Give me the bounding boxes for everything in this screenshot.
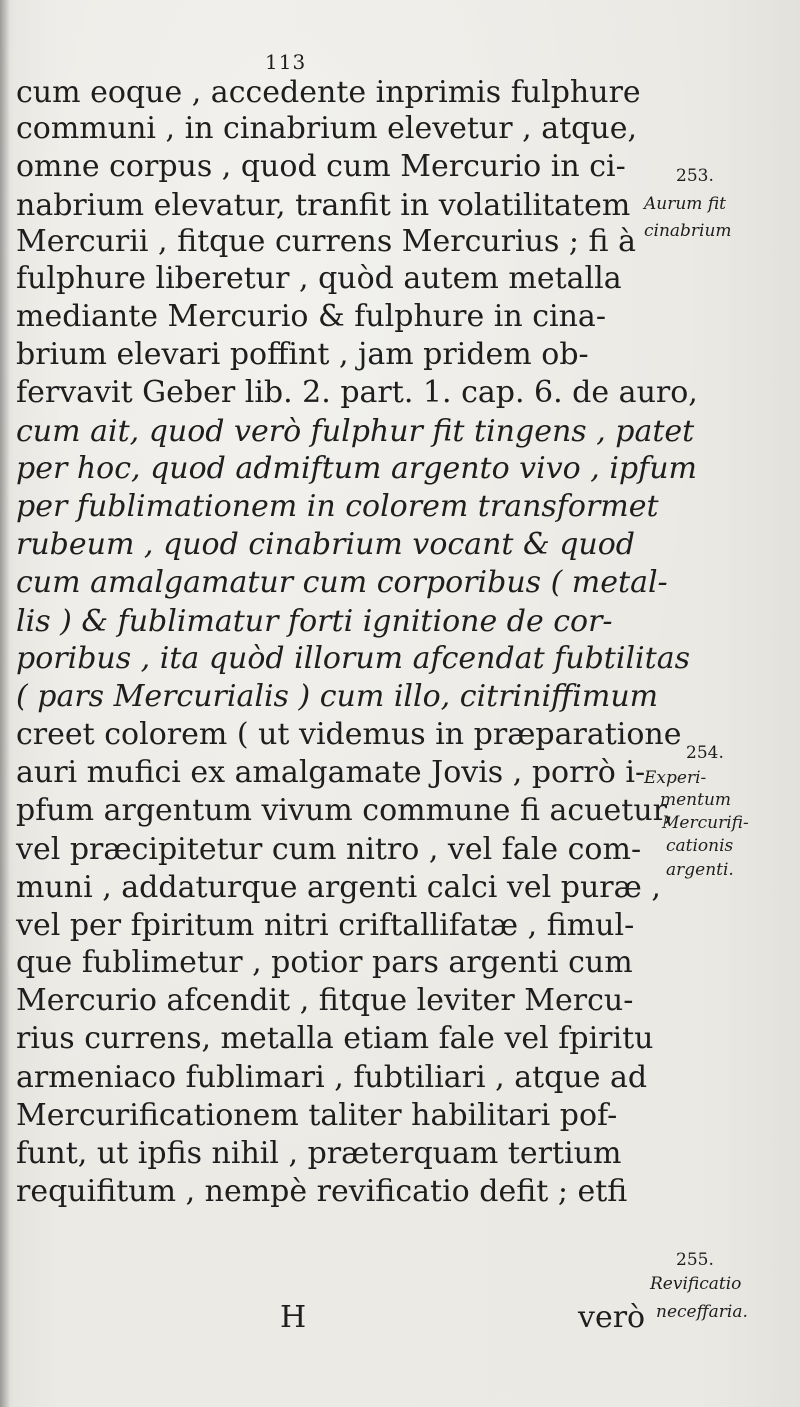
margin-note: Revificatio — [650, 1274, 742, 1294]
margin-section-number: 253. — [676, 166, 714, 186]
text-line: pfum argentum vivum commune fi acuetur, — [16, 793, 674, 828]
text-line: poribus , ita quòd illorum afcendat fubtilitas — [16, 641, 690, 676]
text-line: armeniaco fublimari , fubtiliari , atque ad — [16, 1060, 648, 1095]
text-line: fervavit Geber lib. 2. part. 1. cap. 6. de auro, — [16, 375, 698, 410]
signature-mark: H — [280, 1300, 307, 1335]
text-line: nabrium elevatur, tranfit in volatilitatem — [16, 188, 631, 223]
text-line: rius currens, metalla etiam fale vel fpiritu — [16, 1021, 654, 1056]
text-line: fulphure liberetur , quòd autem metalla — [16, 261, 622, 296]
text-line: Mercurii , fitque currens Mercurius ; fi à — [16, 224, 636, 259]
margin-note: argenti. — [666, 860, 734, 880]
text-line: vel per fpiritum nitri criftallifatæ , fimul- — [16, 908, 635, 943]
margin-section-number: 255. — [676, 1250, 714, 1270]
margin-note: mentum — [660, 790, 732, 810]
text-line: requifitum , nempè revificatio defit ; etfi — [16, 1174, 628, 1209]
text-line: ( pars Mercurialis ) cum illo, citriniffimum — [16, 679, 659, 714]
text-line: cum amalgamatur cum corporibus ( metal- — [16, 565, 668, 600]
margin-note: cationis — [666, 836, 734, 856]
text-line: per hoc, quod admiftum argento vivo , ipfum — [16, 451, 698, 486]
margin-note: Experi- — [644, 768, 707, 788]
text-line: auri mufici ex amalgamate Jovis , porrò i- — [16, 755, 646, 790]
text-line: per fublimationem in colorem transformet — [16, 489, 659, 524]
text-line: mediante Mercurio & fulphure in cina- — [16, 299, 606, 334]
margin-note: cinabrium — [644, 221, 732, 241]
text-line: funt, ut ipfis nihil , præterquam tertium — [16, 1136, 622, 1171]
text-line: lis ) & fublimatur forti ignitione de cor- — [16, 604, 613, 639]
text-line: communi , in cinabrium elevetur , atque, — [16, 111, 637, 146]
margin-section-number: 254. — [686, 743, 724, 763]
margin-note: Aurum fit — [644, 194, 726, 214]
text-line: rubeum , quod cinabrium vocant & quod — [16, 527, 636, 562]
margin-note: Mercurifi- — [662, 813, 749, 833]
text-line: vel præcipitetur cum nitro , vel fale com- — [16, 832, 642, 867]
text-line: creet colorem ( ut videmus in præparatione — [16, 717, 682, 752]
text-line: cum eoque , accedente inprimis fulphure — [16, 75, 641, 110]
text-line: brium elevari poffint , jam pridem ob- — [16, 337, 589, 372]
text-line: muni , addaturque argenti calci vel puræ , — [16, 870, 661, 905]
text-line: Mercurificationem taliter habilitari pof- — [16, 1098, 618, 1133]
gutter-shadow — [0, 0, 10, 1407]
margin-note: neceffaria. — [656, 1302, 748, 1322]
page-number: 113 — [265, 50, 307, 74]
text-line: omne corpus , quod cum Mercurio in ci- — [16, 149, 626, 184]
text-line: que fublimetur , potior pars argenti cum — [16, 945, 633, 980]
text-line: Mercurio afcendit , fitque leviter Mercu- — [16, 983, 634, 1018]
catchword: verò — [578, 1300, 646, 1335]
text-line: cum ait, quod verò fulphur fit tingens , patet — [16, 414, 695, 449]
